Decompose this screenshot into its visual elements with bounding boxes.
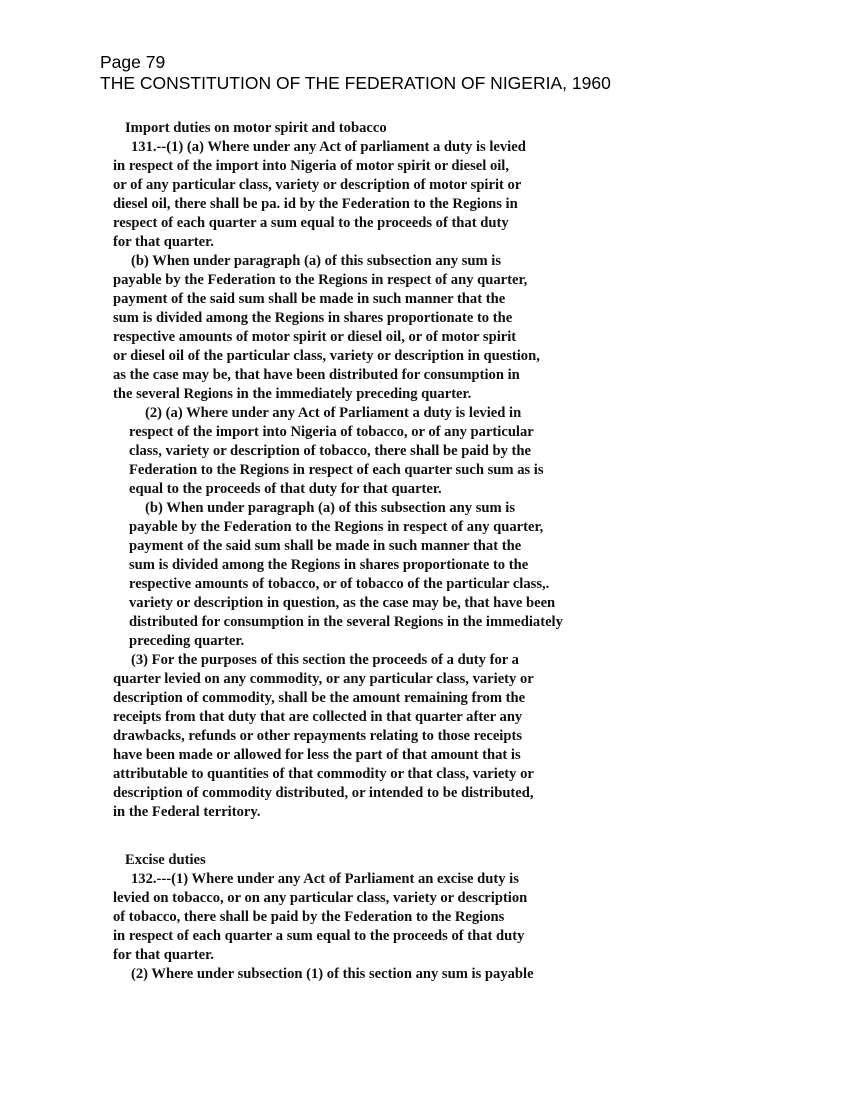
text-line: have been made or allowed for less the part of that amount that is xyxy=(113,747,521,763)
text-line: (3) For the purposes of this section the proceeds of a duty for a xyxy=(131,652,519,668)
text-line: payable by the Federation to the Regions in respect of any quarter, xyxy=(129,519,544,535)
text-line: (2) Where under subsection (1) of this section any sum is payable xyxy=(131,966,534,982)
text-line: (2) (a) Where under any Act of Parliament a duty is levied in xyxy=(145,405,522,421)
text-line: respect of the import into Nigeria of tobacco, or of any particular xyxy=(129,424,534,440)
text-line: quarter levied on any commodity, or any particular class, variety or xyxy=(113,671,534,687)
text-line: diesel oil, there shall be pa. id by the Federation to the Regions in xyxy=(113,196,518,212)
text-line: sum is divided among the Regions in shares proportionate to the xyxy=(129,557,529,573)
text-line: or of any particular class, variety or description of motor spirit or xyxy=(113,177,522,193)
text-line: drawbacks, refunds or other repayments relating to those receipts xyxy=(113,728,523,744)
section-heading: Import duties on motor spirit and tobacco xyxy=(125,120,387,136)
text-line: 132.---(1) Where under any Act of Parliament an excise duty is xyxy=(131,871,519,887)
text-line: levied on tobacco, or on any particular class, variety or description xyxy=(113,890,528,906)
text-line: (b) When under paragraph (a) of this subsection any sum is xyxy=(131,253,502,269)
text-line: distributed for consumption in the several Regions in the immediately xyxy=(129,614,563,630)
text-line: variety or description in question, as the case may be, that have been xyxy=(129,595,556,611)
text-line: in respect of the import into Nigeria of motor spirit or diesel oil, xyxy=(113,158,509,174)
text-line: (b) When under paragraph (a) of this subsection any sum is xyxy=(145,500,516,516)
page-header xyxy=(100,52,611,94)
text-line: in the Federal territory. xyxy=(113,804,261,820)
text-line: of tobacco, there shall be paid by the Federation to the Regions xyxy=(113,909,505,925)
text-line: respective amounts of tobacco, or of tobacco of the particular class,. xyxy=(129,576,550,592)
text-line: the several Regions in the immediately preceding quarter. xyxy=(113,386,472,402)
text-line: payment of the said sum shall be made in such manner that the xyxy=(113,291,506,307)
text-line: sum is divided among the Regions in shares proportionate to the xyxy=(113,310,513,326)
text-line: or diesel oil of the particular class, variety or description in question, xyxy=(113,348,540,364)
text-line: respect of each quarter a sum equal to the proceeds of that duty xyxy=(113,215,509,231)
text-line: 131.--(1) (a) Where under any Act of parliament a duty is levied xyxy=(131,139,526,155)
text-line: respective amounts of motor spirit or diesel oil, or of motor spirit xyxy=(113,329,517,345)
section-heading: Excise duties xyxy=(125,852,206,868)
text-line: equal to the proceeds of that duty for that quarter. xyxy=(129,481,442,497)
text-line: for that quarter. xyxy=(113,234,214,250)
document-title: THE CONSTITUTION OF THE FEDERATION OF NIGERIA, 1960 xyxy=(100,73,611,93)
text-line: attributable to quantities of that commodity or that class, variety or xyxy=(113,766,534,782)
text-line: for that quarter. xyxy=(113,947,214,963)
text-line: description of commodity, shall be the amount remaining from the xyxy=(113,690,526,706)
text-line: class, variety or description of tobacco, there shall be paid by the xyxy=(129,443,531,459)
text-line: as the case may be, that have been distributed for consumption in xyxy=(113,367,520,383)
text-line: payment of the said sum shall be made in such manner that the xyxy=(129,538,522,554)
text-line: description of commodity distributed, or intended to be distributed, xyxy=(113,785,534,801)
text-line: receipts from that duty that are collected in that quarter after any xyxy=(113,709,523,725)
text-line: Federation to the Regions in respect of each quarter such sum as is xyxy=(129,462,544,478)
page-number: Page 79 xyxy=(100,52,166,72)
text-line: payable by the Federation to the Regions in respect of any quarter, xyxy=(113,272,528,288)
text-line: preceding quarter. xyxy=(129,633,245,649)
text-line: in respect of each quarter a sum equal to the proceeds of that duty xyxy=(113,928,525,944)
